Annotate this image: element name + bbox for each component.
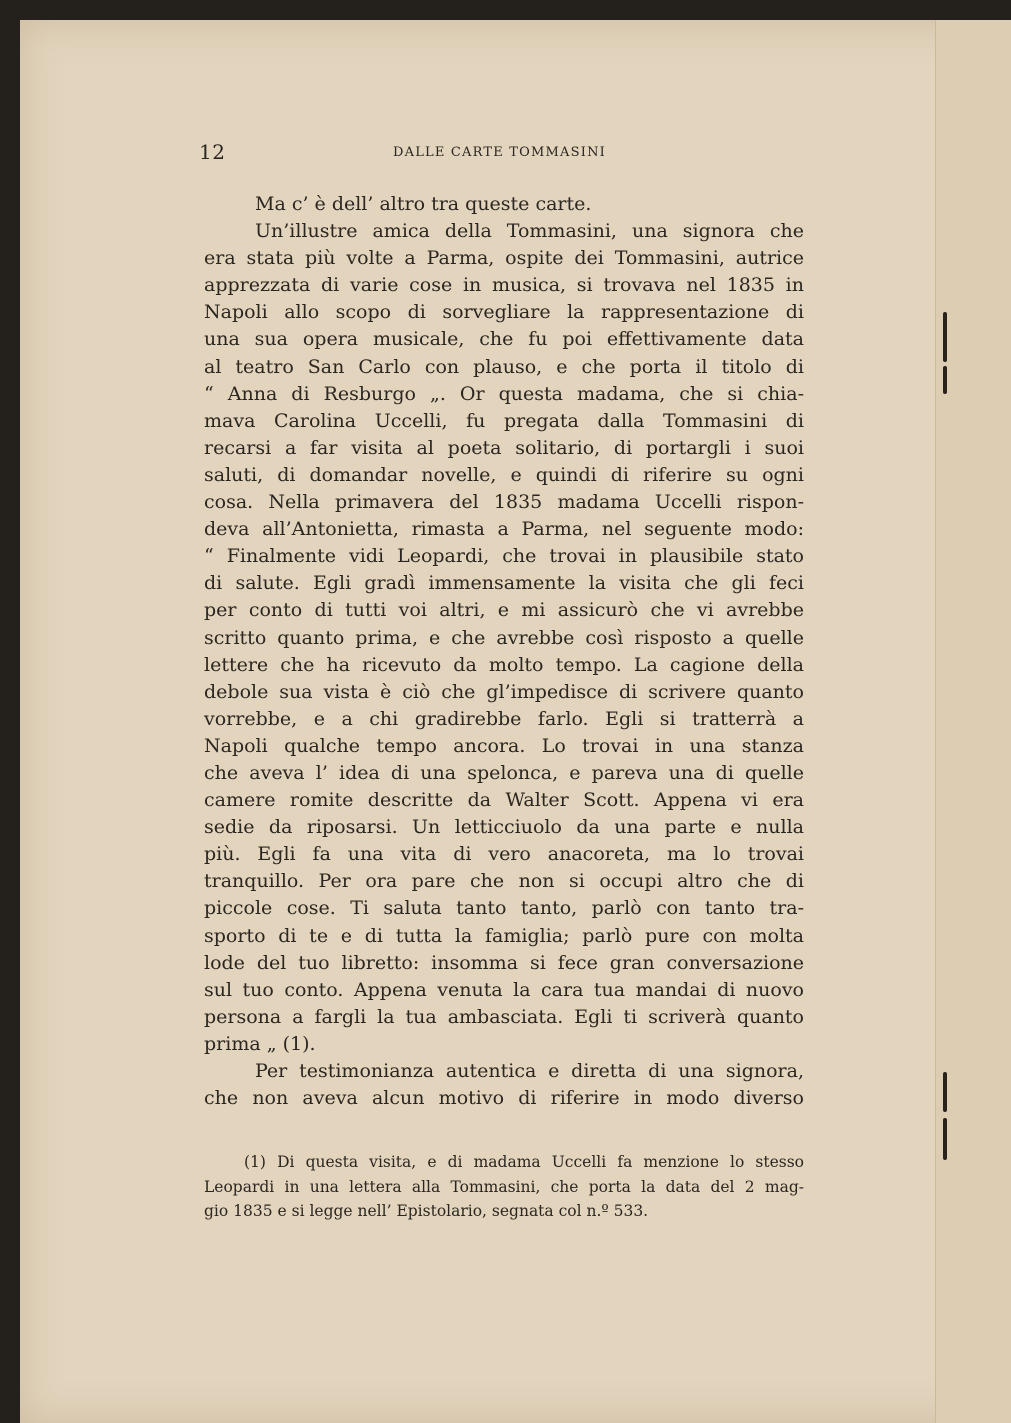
text-line: vorrebbe, e a chi gradirebbe farlo. Egli si tratterrà a [204,707,804,730]
binding-stitch [943,1072,947,1112]
facing-page-edge [935,20,1011,1423]
body-text [204,191,804,1112]
running-title: DALLE CARTE TOMMASINI [393,145,606,160]
text-line: una sua opera musicale, che fu poi effettivamente data [204,328,804,351]
text-line: lettere che ha ricevuto da molto tempo. La cagione della [204,653,804,676]
footnote-line: gio 1835 e si legge nell’ Epistolario, segnata col n.º 533. [204,1202,649,1220]
text-line: mava Carolina Uccelli, fu pregata dalla Tommasini di [204,409,804,432]
text-line: Ma c’ è dell’ altro tra queste carte. [255,193,592,215]
binding-stitch [943,312,947,362]
text-line: “ Anna di Resburgo „. Or questa madama, che si chia- [204,382,804,405]
text-line: sedie da riposarsi. Un letticciuolo da una parte e nulla [204,816,804,839]
text-line: Per testimonianza autentica e diretta di una signora, [255,1060,804,1082]
text-line: che non aveva alcun motivo di riferire in modo diverso [204,1087,804,1110]
text-line: cosa. Nella primavera del 1835 madama Uccelli rispon- [204,491,804,514]
text-line: deva all’Antonietta, rimasta a Parma, nel seguente modo: [204,518,804,541]
text-line: recarsi a far visita al poeta solitario, di portargli i suoi [204,436,804,459]
footnote-line: Leopardi in una lettera alla Tommasini, che porta la data del 2 mag- [204,1177,804,1196]
text-line: al teatro San Carlo con plauso, e che porta il titolo di [204,355,804,378]
text-line: Napoli qualche tempo ancora. Lo trovai in una stanza [204,734,804,757]
page-header [199,140,807,168]
text-line: “ Finalmente vidi Leopardi, che trovai in plausibile stato [204,545,804,568]
text-line: più. Egli fa una vita di vero anacoreta, ma lo trovai [204,843,804,866]
text-line: che aveva l’ idea di una spelonca, e pareva una di quelle [204,761,804,784]
text-line: era stata più volte a Parma, ospite dei Tommasini, autrice [204,247,804,270]
text-line: tranquillo. Per ora pare che non si occupi altro che di [204,870,804,893]
binding-stitch [943,366,947,394]
text-line: Un’illustre amica della Tommasini, una signora che [255,220,804,243]
text-line: camere romite descritte da Walter Scott. Appena vi era [204,789,804,812]
text-line: sul tuo conto. Appena venuta la cara tua mandai di nuovo [204,978,804,1001]
text-line: saluti, di domandar novelle, e quindi di riferire su ogni [204,463,804,486]
text-line: scritto quanto prima, e che avrebbe così risposto a quelle [204,626,804,649]
text-line: di salute. Egli gradì immensamente la visita che gli feci [204,572,804,595]
text-line: per conto di tutti voi altri, e mi assicurò che vi avrebbe [204,599,804,622]
text-line: debole sua vista è ciò che gl’impedisce di scrivere quanto [204,680,804,703]
text-line: sporto di te e di tutta la famiglia; parlò pure con molta [204,924,804,947]
text-line: Napoli allo scopo di sorvegliare la rappresentazione di [204,301,804,324]
page-number: 12 [199,140,226,164]
text-line: apprezzata di varie cose in musica, si trovava nel 1835 in [204,274,804,297]
text-line: persona a fargli la tua ambasciata. Egli ti scriverà quanto [204,1005,804,1028]
text-line: prima „ (1). [204,1032,316,1055]
footnote-line: (1) Di questa visita, e di madama Uccelli fa menzione lo stesso [244,1153,804,1171]
text-line: piccole cose. Ti saluta tanto tanto, parlò con tanto tra- [204,897,804,920]
text-line: lode del tuo libretto: insomma si fece gran conversazione [204,951,804,974]
footnote [204,1150,804,1224]
binding-stitch [943,1118,947,1160]
